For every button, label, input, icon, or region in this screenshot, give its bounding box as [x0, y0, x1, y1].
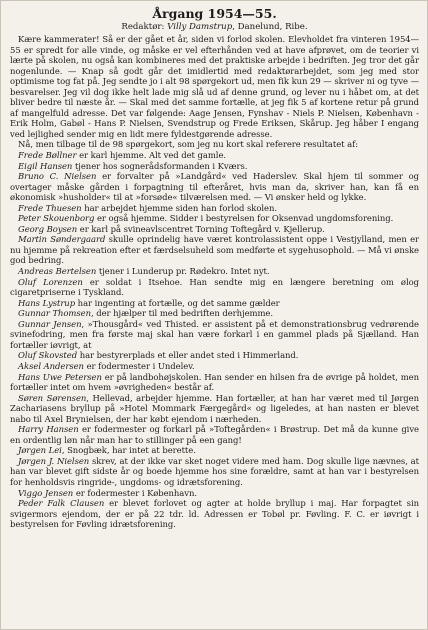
- classmate-name: Peder Falk Clausen: [18, 498, 105, 509]
- editor-suffix: , Danelund, Ribe.: [232, 22, 308, 32]
- page-title: Årgang 1954—55.: [152, 6, 277, 21]
- classmate-note: er fodermester og forkarl på »Toftegården« i Brøstrup. Det må da kunne give en ordentlig løn når man har to stillinger på een gang!: [10, 424, 419, 445]
- classmate-entry: [10, 456, 419, 488]
- classmate-note: er fodermester i København.: [73, 487, 198, 498]
- editor-line: [10, 21, 419, 33]
- classmate-entry: [10, 203, 419, 214]
- classmate-name: Jørgen J. Nielsen: [18, 455, 90, 466]
- classmate-note: er soldat i Itsehoe. Han sendte mig en længere beretning om ølog cigaretpriserne i Tyskland.: [10, 276, 419, 298]
- classmate-entries: [10, 150, 419, 530]
- article-body: [10, 34, 419, 530]
- intro-paragraph: Nå, men tilbage til de 98 spørgekort, som jeg nu kort skal referere resultatet af:: [18, 139, 358, 150]
- classmate-note: er karl på svineavlscentret Torning Toftegård v. Kjellerup.: [77, 223, 325, 234]
- classmate-entry: [10, 445, 419, 456]
- classmate-name: Viggo Jensen: [18, 487, 74, 498]
- classmate-note: har ingenting at fortælle, og det samme gælder: [75, 297, 280, 308]
- classmate-entry: [10, 277, 419, 298]
- classmate-name: Georg Boysen: [18, 223, 78, 234]
- editor-prefix: Redaktør:: [121, 22, 168, 32]
- classmate-entry: [10, 424, 419, 445]
- classmate-note: har bestyrerplads et eller andet sted i Himmerland.: [77, 350, 299, 361]
- classmate-entry: [10, 361, 419, 372]
- classmate-note: tjener hos sognerådsformanden i Kværs.: [72, 160, 248, 171]
- classmate-entry: [10, 298, 419, 309]
- classmate-note: skrev, at der ikke var sket noget videre med ham. Dog skulle lige nævnes, at han var blevet gift sidste år og boede hjemme hos sine forældre, samt at han var i bestyrelsen for henholdsvis ringride-, ungdoms- og idrætsforening.: [10, 455, 419, 487]
- classmate-name: Martin Søndergaard: [18, 234, 106, 245]
- intro-paragraph: Kære kammerater! Så er der gået et år, siden vi forlod skolen. Elevholdet fra vinteren 1954—55 er spredt for alle vinde, og måske er vel efterhånden ved at have afprøvet, om de teorier vi lærte på skolen, nu også kan kombineres med det praktiske arbejde i bedriften. Jeg tror det går nogenlunde. — Knap så godt går det imidlertid med redaktørarbejdet, som jeg med stor optimisme tog fat på. Jeg sendte jo i alt 98 spørgekort ud, men fik kun 29 — skriver ni og tyve — besvarelser. Jeg vil dog ikke helt lade mig slå ud af denne grund, og lever nu i håbet om, at det bliver bedre til næste år. — Skal med det samme fortælle, at jeg fik 5 af kortene retur på grund af mangelfuld adresse. Det var følgende: Aage Jensen, Fynshav - Niels P. Nielsen, København - Erik Holm, Gabøl - Hans P. Nielsen, Svendstrup og Frede Eriksen, Skårup. Jeg håber I engang ved lejlighed sender mig en lidt mere fyldestgørende adresse.: [10, 34, 419, 139]
- classmate-note: , Snogbæk, har intet at berette.: [61, 445, 196, 456]
- classmate-note: , »Thousgård« ved Thisted. er assistent på et demonstrationsbrug vedrørende svinefodring, men fra første maj skal han være forkarl i en gammel plads på Sjælland. Han fortæller iøvrigt, at: [10, 318, 419, 350]
- classmate-entry: [10, 498, 419, 530]
- classmate-entry: [10, 150, 419, 161]
- classmate-name: Jørgen Lei: [18, 445, 62, 456]
- classmate-name: Eigil Hansen: [18, 160, 73, 171]
- classmate-note: er fodermester i Undelev.: [83, 360, 195, 371]
- classmate-note: er også hjemme. Sidder i bestyrelsen for Oksenvad ungdomsforening.: [94, 213, 394, 224]
- classmate-note: skulle oprindelig have været kontrolassistent oppe i Vestjylland, men er nu hjemme på rekreation efter et færdselsuheld som medførte et sygehusophold. — Må vi ønske god bedring.: [10, 234, 419, 266]
- classmate-name: Oluf Lorenzen: [18, 276, 83, 287]
- classmate-name: Frede Bøllner: [18, 150, 77, 161]
- classmate-name: Søren Sørensen: [18, 392, 87, 403]
- classmate-name: Hans Lystrup: [18, 297, 76, 308]
- editor-name: Villy Damstrup: [167, 22, 233, 32]
- classmate-note: er blevet forlovet og agter at holde bryllup i maj. Har forpagtet sin svigermors ejendom, der er på 22 tdr. ld. Adressen er Tobøl pr. Føvling. F. C. er iøvrigt i bestyrelsen for Føvling idrætsforening.: [10, 498, 419, 530]
- classmate-name: Gunnar Jensen: [18, 318, 82, 329]
- classmate-note: , der hjælper til med bedriften derhjemme.: [91, 308, 274, 319]
- classmate-entry: [10, 161, 419, 172]
- classmate-entry: [10, 224, 419, 235]
- classmate-entry: [10, 319, 419, 351]
- classmate-note: er på landbohøjskolen. Han sender en hilsen fra de øvrige på holdet, men fortæller intet om hvem »øvrigheden« består af.: [10, 371, 419, 393]
- classmate-name: Oluf Skovsted: [18, 350, 78, 361]
- classmate-entry: [10, 393, 419, 425]
- classmate-entry: [10, 350, 419, 361]
- classmate-note: har arbejdet hjemme siden han forlod skolen.: [81, 202, 277, 213]
- classmate-name: Bruno C. Nielsen: [18, 171, 97, 182]
- classmate-name: Hans Uwe Petersen: [18, 371, 102, 382]
- classmate-entry: [10, 308, 419, 319]
- classmate-name: Aksel Andersen: [18, 360, 84, 371]
- classmate-note: er karl hjemme. Alt ved det gamle.: [76, 150, 227, 161]
- classmate-entry: [10, 234, 419, 266]
- classmate-entry: [10, 372, 419, 393]
- classmate-entry: [10, 488, 419, 499]
- classmate-entry: [10, 213, 419, 224]
- classmate-entry: [10, 171, 419, 203]
- classmate-note: , Hellevad, arbejder hjemme. Han fortæller, at han har været med til Jørgen Zachariasens bryllup på »Hotel Mommark Færgegård« og ligeledes, at han nasten er blevet nabo til Axel Brynielsen, der har købt ejendom i nærheden.: [10, 392, 419, 424]
- classmate-name: Peter Skouenborg: [18, 213, 95, 224]
- classmate-name: Harry Hansen: [18, 424, 79, 435]
- classmate-entry: [10, 266, 419, 277]
- classmate-note: er forvalter på »Landgård« ved Haderslev. Skal hjem til sommer og overtager måske gården i forpagtning til efteråret, hvis man da, skriver han, kan få en økonomisk »husholder« til at »forsøde« tilværelsen med. — Vi ønsker held og lykke.: [10, 171, 419, 203]
- classmate-name: Gunnar Thomsen: [18, 308, 91, 319]
- classmate-name: Andreas Bertelsen: [18, 266, 97, 277]
- classmate-note: tjener i Lunderup pr. Rødekro. Intet nyt.: [96, 266, 270, 277]
- classmate-name: Frede Thuesen: [18, 202, 82, 213]
